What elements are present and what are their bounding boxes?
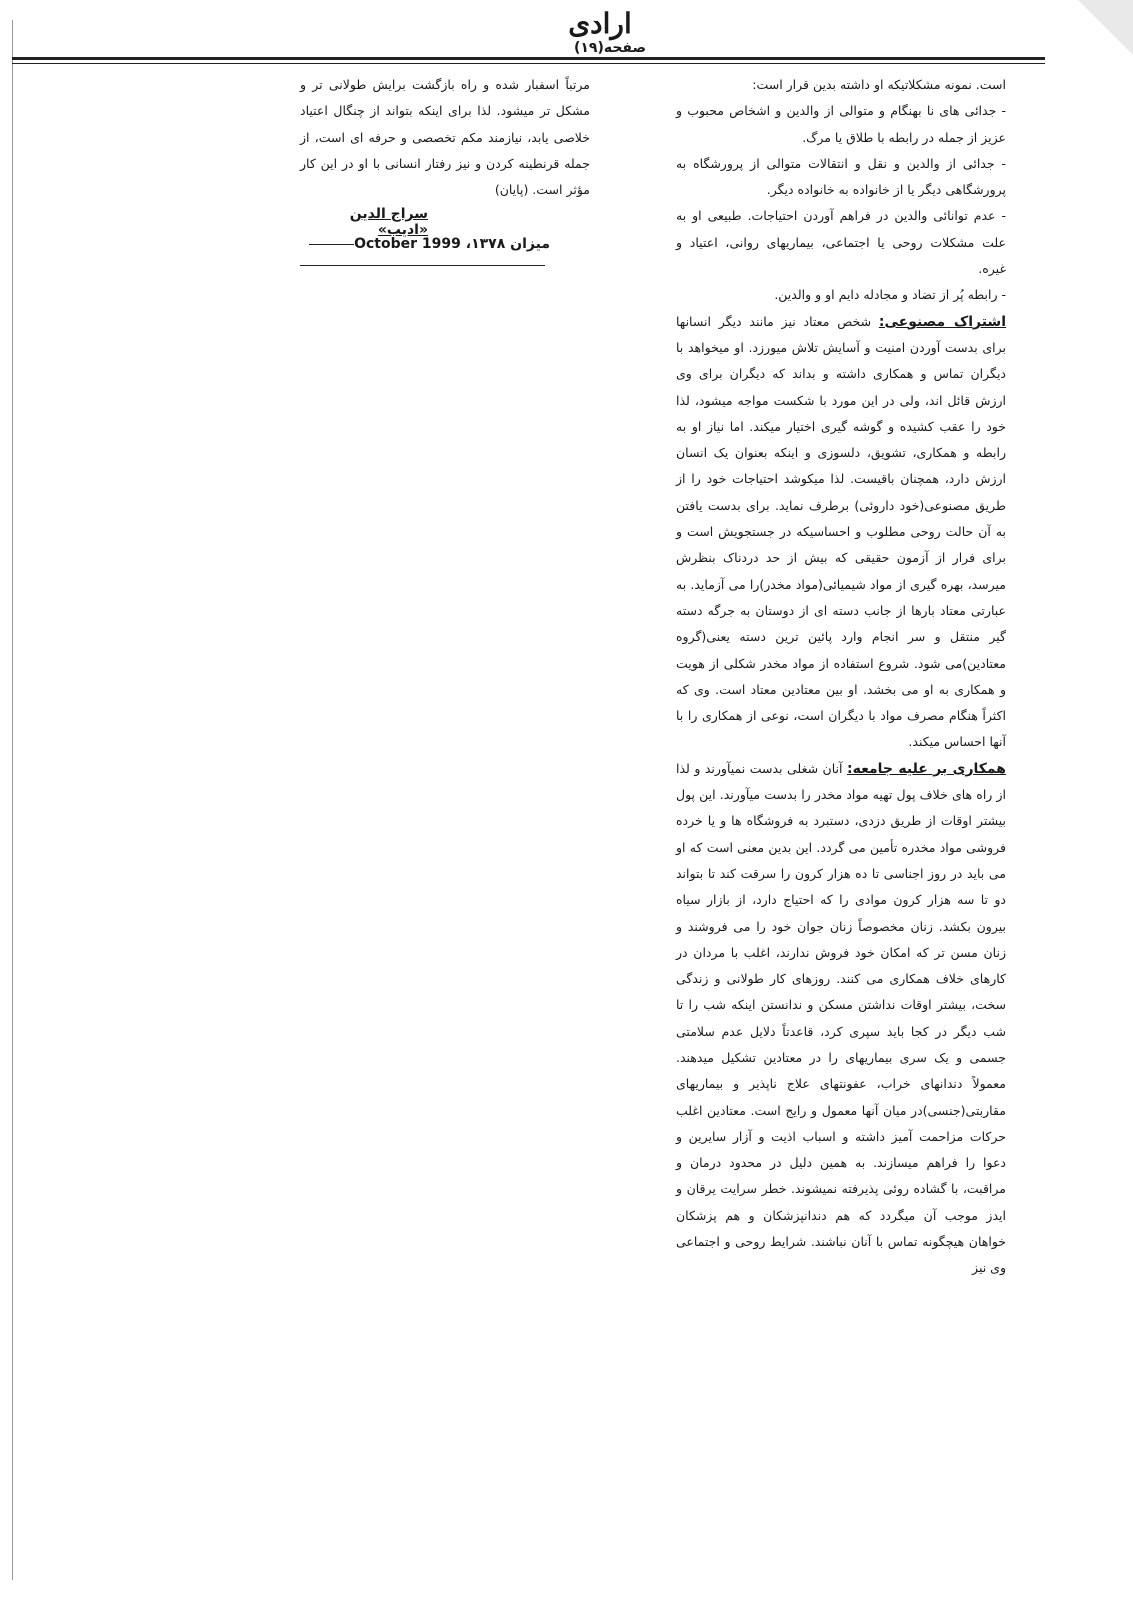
list-item: - رابطه پُر از تضاد و مجادله دایم او و والدین. — [774, 287, 1006, 303]
section-heading: اشتراک مصنوعی: — [878, 313, 1006, 330]
section-body: آنان شغلی بدست نمیآورند و لذا از راه های خلاف پول تهیه مواد مخدر را بدست میآورند. این پول بیشتر اوقات از طریق دزدی، دستبرد به فروشگاه ها و یا خرده فروشی مواد مخدره تأمین می گردد. این بدین معنی است که او می باید در روز اجناسی تا ده هزار کرون را سرقت کند تا بتواند دو تا سه هزار کرون موادی را که احتیاج دارد، از بازار سیاه بیرون بکشد. زنان مخصوصاً زنان جوان خود را می فروشند و زنان مسن تر که امکان خود فروش ندارند، اغلب با مردان در کارهای خلاف همکاری می کنند. روزهای کار طولانی و زندگی سخت، بیشتر اوقات نداشتن مسکن و ندانستن اینکه شب را تا شب دیگر در کجا باید سپری کرد، قاعدتاً دلایل عدم سلامتی جسمی و یک سری بیماریهای را در معتادین تشکیل میدهند. معمولاً دندانهای خراب، عفونتهای علاج ناپذیر و بیماریهای مقاربتی(جنسی)در میان آنها معمول و رایج است. معتادین اغلب حرکات مزاحمت آمیز داشته و اسباب اذیت و آزار سایرین و دعوا را فراهم میسازند. به همین دلیل در محدود درمان و مراقبت، با گشاده روئی پذیرفته نمیشوند. خطر سرایت یرقان و ایدز موجب آن میگردد که هم دندانپزشکان و هم پزشکان خواهان هیچگونه تماس با آنان نباشند. شرایط روحی و اجتماعی وی نیز — [676, 760, 1006, 1276]
page-number: صفحه(۱۹) — [573, 40, 647, 56]
section-heading: همکاری بر علیه جامعه: — [847, 760, 1006, 777]
closing-paragraph: مرتباً اسفبار شده و راه بازگشت برایش طولانی تر و مشکل تر میشود. لذا برای اینکه بتواند از چنگال اعتیاد خلاصی یابد، نیازمند مکم تخصصی و حرفه ای است، از جمله قرنطینه کردن و نیز رفتار انسانی با او در این کار مؤثر است. (پایان) — [300, 77, 590, 198]
section-body: شخص معتاد نیز مانند دیگر انسانها برای بدست آوردن امنیت و آسایش تلاش میورزد. او میخواهد با دیگران تماس و همکاری داشته و بداند که دیگران برای وی ارزش قائل اند، ولی در این مورد با شکست مواجه میشود، لذا خود را عقب کشیده و گوشه گیری اختیار میکند. اما نیاز او به رابطه و همکاری، تشویق، دلسوزی و اینکه بعنوان یک انسان ارزش دارد، همچنان باقیست. لذا میکوشد احتیاجات خود را از طریق مصنوعی(خود داروئی) برطرف نماید. برای بدست یافتن به آن حالت روحی مطلوب و احساسیکه در جستجویش است و برای فرار از آزمون حقیقی که بیش از حد دردناک بنظرش میرسد، بهره گیری از مواد شیمیائی(مواد مخدر)را می آزماید. به عبارتی معتاد بارها از جانب دسته ای از دوستان به جرگه دسته گیر منتقل و سر انجام وارد پائین ترین دسته یعنی(گروه معتادین)می شود. شروع استفاده از مواد مخدر شکلی از هویت و همکاری به او می بخشد. او بین معتادین معتاد است. وی که اکثراً هنگام مصرف مواد با دیگران است، نوعی از همکاری را با آنها احساس میکند. — [676, 313, 1006, 750]
intro-paragraph: است. نمونه مشکلاتیکه او داشته بدین قرار است: — [752, 77, 1006, 92]
section-cooperation-against-society — [676, 756, 1006, 1282]
right-column — [676, 72, 1006, 1282]
left-column — [300, 72, 590, 203]
date-text: میزان ۱۳۷۸، October 1999 — [354, 236, 550, 252]
section-artificial-sharing — [676, 309, 1006, 756]
header-rule-thin — [12, 63, 1045, 64]
masthead-title: ارادی — [568, 7, 632, 40]
list-item: - جدائی های نا بهنگام و متوالی از والدین و اشخاص محبوب و عزیز از جمله در رابطه با طلاق یا مرگ. — [676, 103, 1006, 145]
header-rule — [12, 57, 1045, 60]
dateline — [300, 236, 550, 252]
folded-corner — [1078, 0, 1133, 55]
list-item: - جدائی از والدین و نقل و انتقالات متوالی از پرورشگاه به پرورشگاهی دیگر یا از خانواده به خانواده دیگر. — [676, 155, 1006, 198]
list-item: - عدم توانائی والدین در فراهم آوردن احتیاجات. طبیعی او به علت مشکلات روحی یا اجتماعی، بیماریهای روانی، اعتیاد و غیره. — [676, 208, 1006, 277]
closing-rule — [300, 265, 545, 266]
dateline-dash — [309, 244, 354, 245]
author-signature: سراج الدین «ادیب» — [349, 206, 428, 238]
margin-line — [12, 20, 13, 1580]
